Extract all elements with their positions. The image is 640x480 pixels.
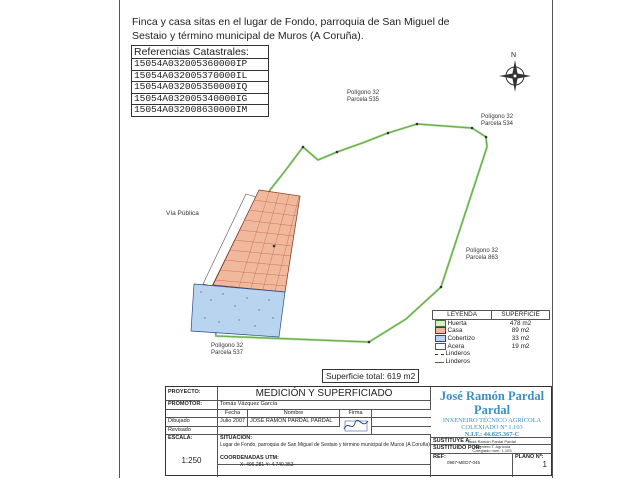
plano-value: 1: [542, 460, 547, 469]
parcel-number: Parcela 534: [481, 121, 514, 127]
via-publica-label: Vía Pública: [166, 210, 199, 217]
promotor-value: Tomás Vázquez García: [218, 401, 431, 410]
coordenadas-label: COORDENADAS UTM:: [220, 455, 279, 461]
casa-swatch: [435, 327, 446, 334]
escala-value: 1:250: [166, 445, 218, 477]
legend: [432, 310, 550, 365]
lindero-green-swatch: [435, 362, 444, 363]
firm-line-3: N.I.F.: 44.825.367-C: [464, 431, 520, 438]
cobertizo-swatch: [435, 335, 446, 342]
parcel-poligono: Polígono 32: [466, 248, 499, 254]
dibujado-date: Julio 2007: [218, 418, 248, 427]
ref-value: 0987-MED7-045: [447, 460, 481, 465]
legend-header: LEYENDA: [433, 311, 492, 320]
legend-name: Cobertizo: [447, 335, 475, 343]
legend-name: Huerta: [447, 319, 467, 327]
legend-name: Casa: [447, 327, 463, 335]
legend-value: 19 m2: [511, 342, 530, 350]
legend-value: 478 m2: [509, 319, 532, 327]
ref-label: REF:: [433, 454, 446, 460]
parcel-poligono: Polígono 32: [347, 90, 380, 96]
legend-name: Linderos: [445, 357, 471, 365]
huerta-swatch: [435, 320, 446, 327]
legend-row: [433, 358, 550, 366]
firm-small-3: Colegiado núm. 1.103: [472, 448, 512, 453]
title-line-2: Sestaio y término municipal de Muros (A Coruña).: [132, 30, 364, 42]
parcel-label-535: [347, 90, 379, 104]
reference-item: 15054A032008630000IM: [134, 104, 248, 116]
parcel-poligono: Polígono 32: [481, 114, 514, 120]
legend-row: [433, 327, 550, 335]
coordenadas-value: X: 496.281 Y: 4.740.353: [240, 462, 294, 468]
dibujado-label: Dibujado: [166, 418, 218, 427]
firm-name: José Ramón Pardal Pardal: [439, 389, 545, 417]
parcel-number: Parcela 535: [347, 97, 380, 103]
parcel-number: Parcela 537: [211, 350, 244, 356]
promotor-label: PROMOTOR:: [166, 401, 218, 410]
legend-name: Acera: [447, 342, 465, 350]
acera-swatch: [435, 343, 446, 350]
legend-row: [433, 343, 550, 351]
situacion-label: SITUACION:: [220, 435, 253, 441]
parcel-poligono: Polígono 32: [211, 343, 244, 349]
fecha-header: Fecha: [218, 410, 248, 418]
parcel-label-863: [466, 248, 498, 262]
cobertizo-area: [191, 284, 285, 337]
reference-item: 15054A032005340000IG: [132, 94, 268, 106]
legend-row: [433, 335, 550, 343]
nombre-header: Nombre: [248, 410, 340, 418]
legend-row: [433, 319, 550, 327]
parcel-number: Parcela 863: [466, 255, 499, 261]
firma-header: Firma: [340, 410, 372, 418]
title-line-1: Finca y casa sitas en el lugar de Fondo, parroquia de San Miguel de: [132, 16, 450, 28]
title-block: [165, 386, 552, 476]
proyecto-value: MEDICIÓN Y SUPERFICIADO: [218, 387, 431, 401]
lindero-swatch: [435, 354, 444, 355]
escala-label: ESCALA:: [166, 435, 218, 445]
plano-label: PLANO Nº:: [515, 454, 544, 460]
sustituye-label: SUSTITUYE A:: [431, 437, 553, 445]
legend-surface-header: SUPERFICIE: [492, 311, 550, 320]
legend-value: 89 m2: [511, 327, 530, 335]
parcel-label-534: [481, 114, 513, 128]
legend-value: 33 m2: [511, 334, 530, 342]
north-label: N: [511, 52, 517, 59]
reference-item: 15054A032005350000IQ: [132, 82, 268, 94]
legend-row: [433, 350, 550, 358]
firm-line-2: COLEXIADO Nº 1.103: [461, 424, 523, 431]
surface-total: Superficie total: 619 m2: [322, 369, 419, 383]
situacion-value: Lugar de Fondo, parroquia de San Miguel de Sestaio y término municipal de Muros (A Coruña): [220, 441, 430, 448]
firm-line-1: INXENEIRO TÉCNICO AGRÍCOLA: [442, 417, 542, 424]
reference-item: 15054A032005370000IL: [132, 71, 268, 83]
firm-small-1: José Ramón Pardal Pardal: [468, 439, 516, 444]
proyecto-label: PROYECTO:: [166, 387, 218, 401]
parcel-label-537: [211, 343, 243, 357]
firm-small-2: Ingeniero T. Agrícola: [473, 443, 511, 449]
revisado-label: Revisado: [166, 427, 218, 435]
sustituido-label: SUSTITUIDO POR:: [431, 445, 553, 454]
references-heading: Referencias Catastrales:: [132, 46, 268, 59]
reference-item: 15054A032005360000IP: [132, 59, 268, 71]
legend-name: Linderos: [445, 350, 471, 358]
dibujado-name: JOSÉ RAMÓN PARDAL PARDAL: [248, 418, 340, 427]
